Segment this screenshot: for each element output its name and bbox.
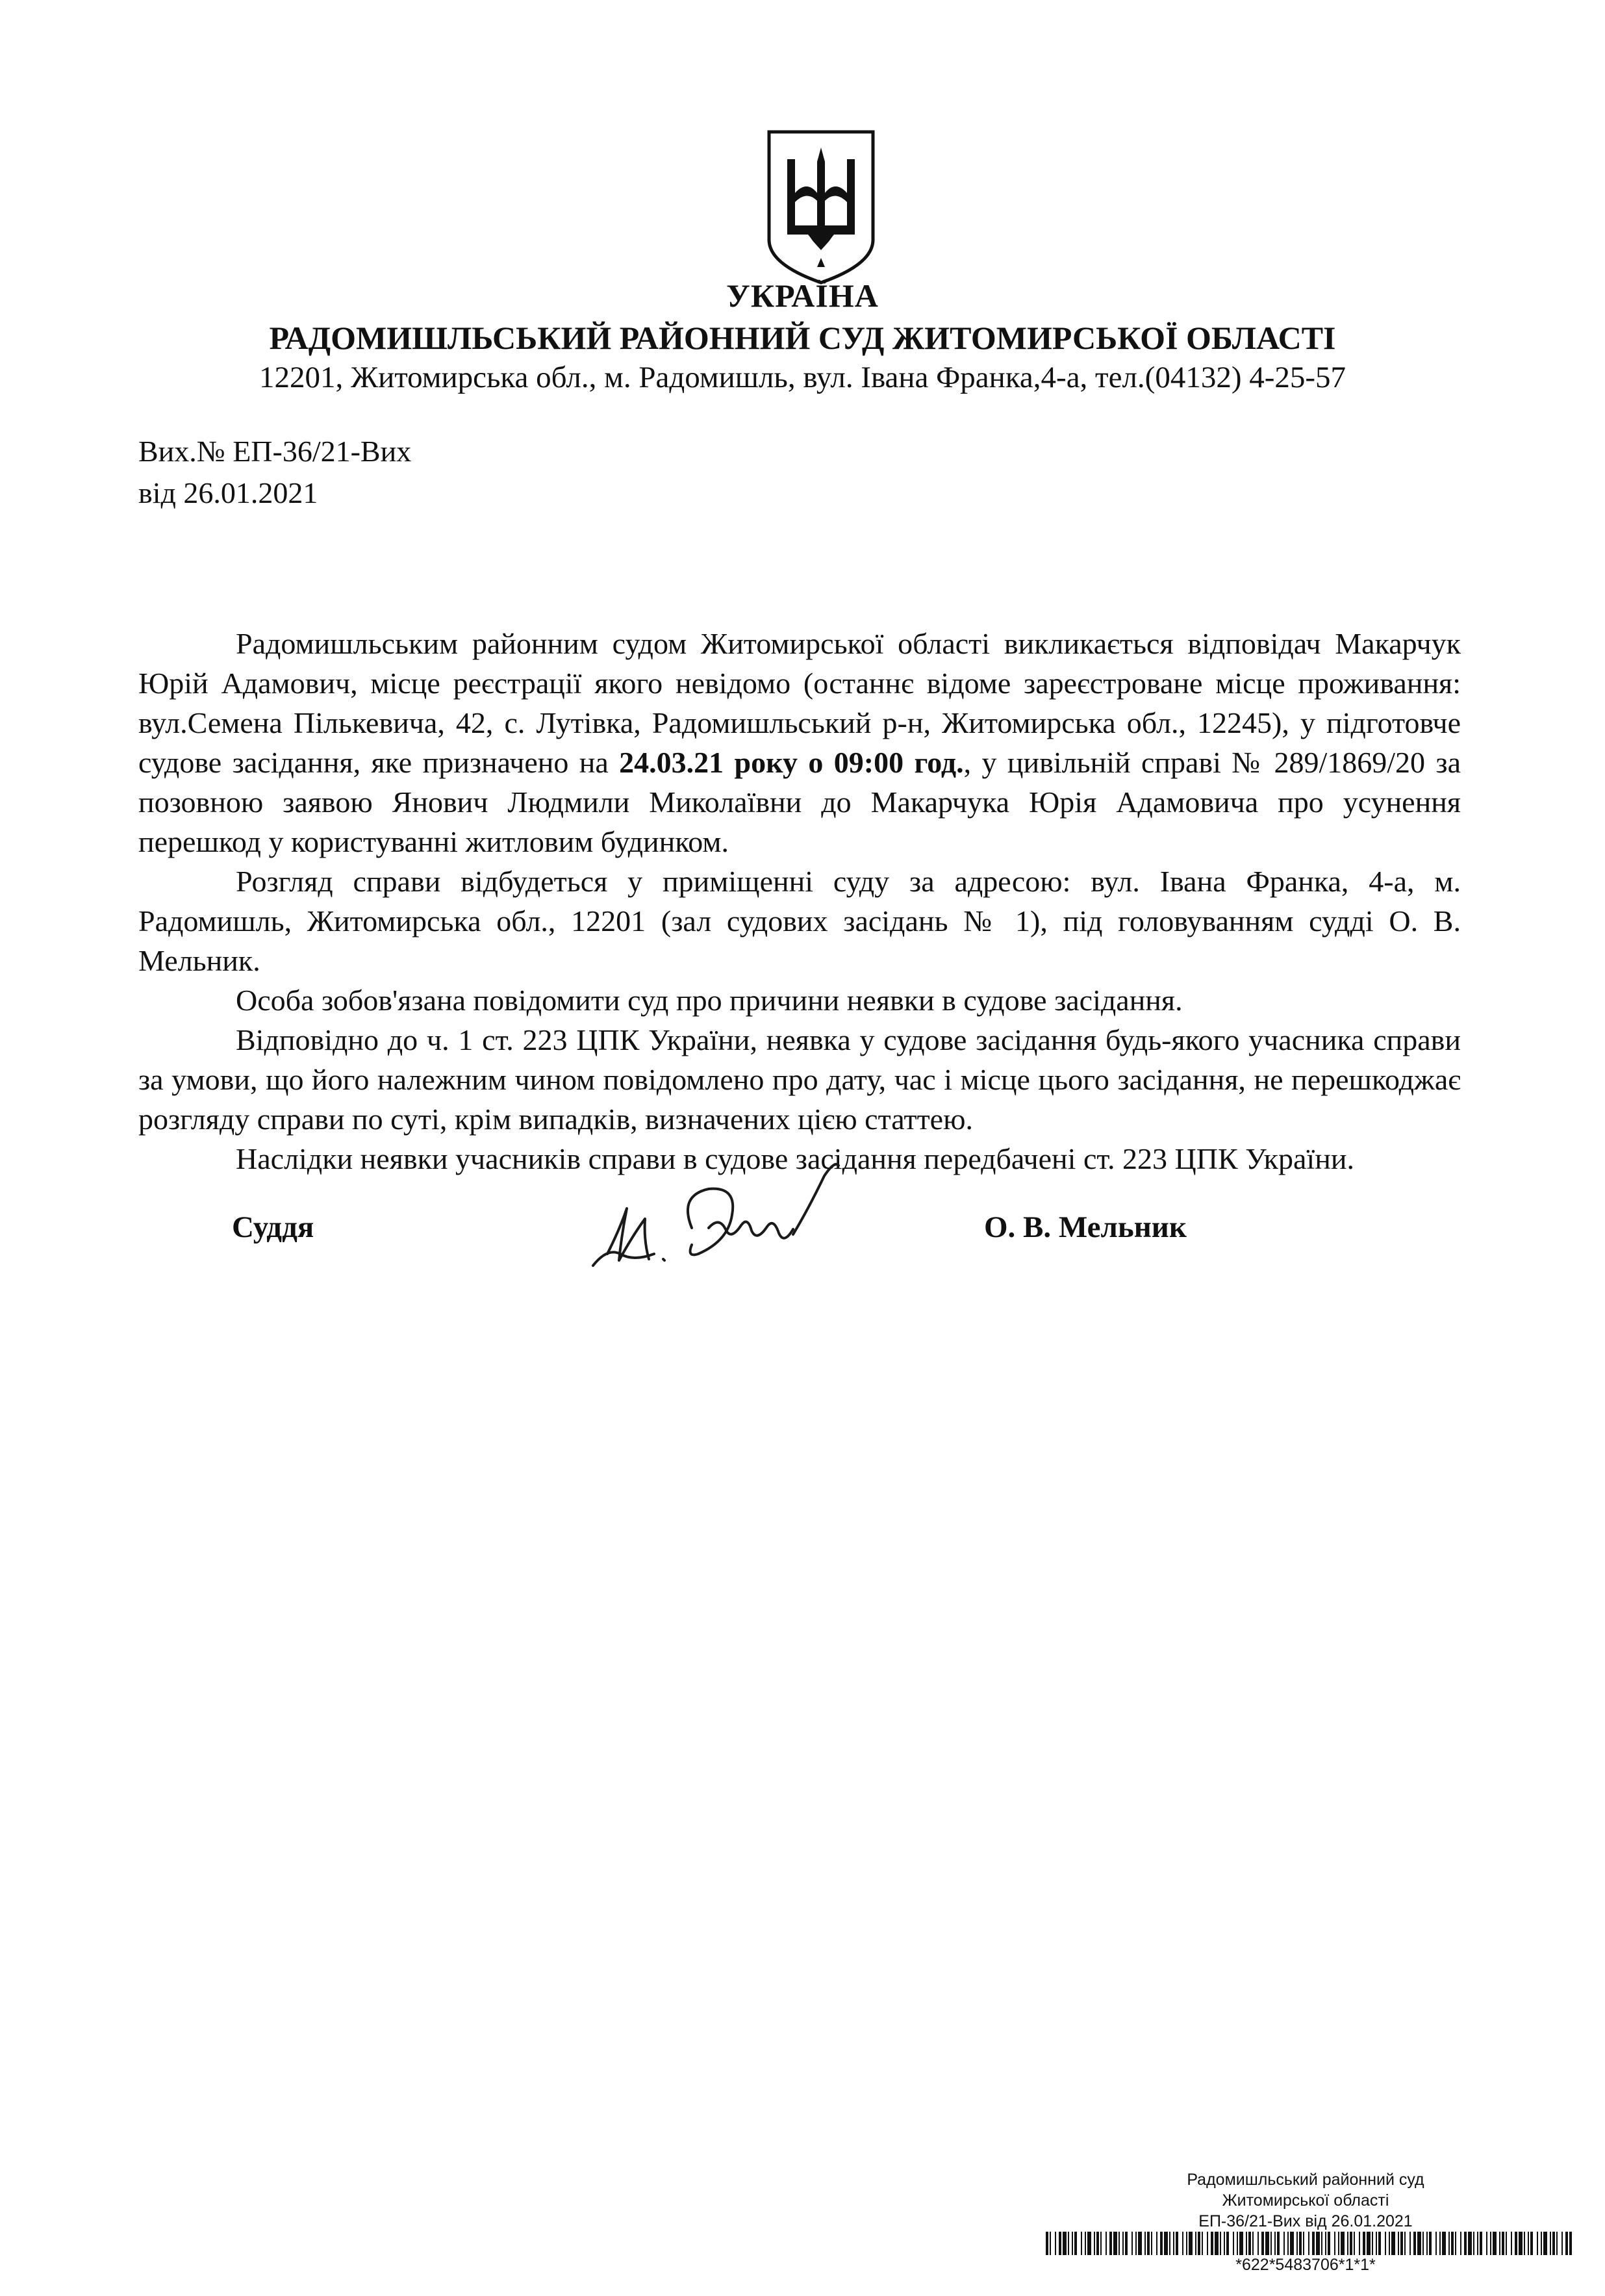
court-name: РАДОМИШЛЬСЬКИЙ РАЙОННИЙ СУД ЖИТОМИРСЬКОЇ ОБЛАСТІ	[269, 320, 1336, 356]
summons-text-start: Радомишльським районним судом Житомирської області викликається відповідач Макарчук Юрій Адамович, місце реєстрації якого невідомо (останнє відоме зареєстроване місце проживання: вул.Семена Пількевича, 42, с. Лутівка, Радомишльський р-н, Житомирська обл., 12245), у підготовче судове засідання, яке призначено на	[138, 627, 1461, 779]
coat-of-arms-icon	[765, 128, 877, 287]
outgoing-date: від 26.01.2021	[138, 476, 318, 509]
judge-name: О. В. Мельник	[984, 1210, 1187, 1244]
barcode-text: *622*5483706*1*1*	[1235, 2256, 1376, 2274]
hearing-datetime: 24.03.21 року о 09:00 год.	[619, 746, 964, 779]
paragraph-location: Розгляд справи відбудеться у приміщенні суду за адресою: вул. Івана Франка, 4-а, м. Радомишль, Житомирська обл., 12201 (зал судових засідань № 1), під головуванням судді О. В. Мельник.	[138, 865, 1461, 977]
judge-label: Суддя	[232, 1210, 314, 1244]
letter-body	[138, 624, 1461, 1179]
handwritten-signature-icon	[581, 1156, 854, 1286]
barcode-icon	[1046, 2232, 1572, 2255]
paragraph-summons	[138, 624, 1461, 861]
stamp-region: Житомирської області	[1222, 2191, 1389, 2210]
outgoing-number: Вих.№ ЕП-36/21-Вих	[138, 435, 412, 468]
paragraph-obligation: Особа зобов'язана повідомити суд про причини неявки в судове засідання.	[236, 984, 1183, 1017]
stamp-reference: ЕП-36/21-Вих від 26.01.2021	[1198, 2212, 1413, 2230]
country-title: УКРАЇНА	[726, 277, 879, 314]
summons-text-end: , у цивільній справі № 289/1869/20 за позовною заявою Янович Людмили Миколаївни до Макарчука Юрія Адамовича про усунення перешкод у користуванні житловим будинком.	[138, 746, 1461, 858]
paragraph-law: Відповідно до ч. 1 ст. 223 ЦПК України, неявка у судове засідання будь-якого учасника справи за умови, що його належним чином повідомлено про дату, час і місце цього засідання, не перешкоджає розгляду справи по суті, крім випадків, визначених цією статтею.	[138, 1023, 1461, 1136]
paragraph-consequences: Наслідки неявки учасників справи в судове засідання передбачені ст. 223 ЦПК України.	[236, 1142, 1354, 1175]
court-address: 12201, Житомирська обл., м. Радомишль, вул. Івана Франка,4-а, тел.(04132) 4-25-57	[259, 361, 1346, 394]
stamp-court-name: Радомишльський районний суд	[1187, 2171, 1424, 2189]
